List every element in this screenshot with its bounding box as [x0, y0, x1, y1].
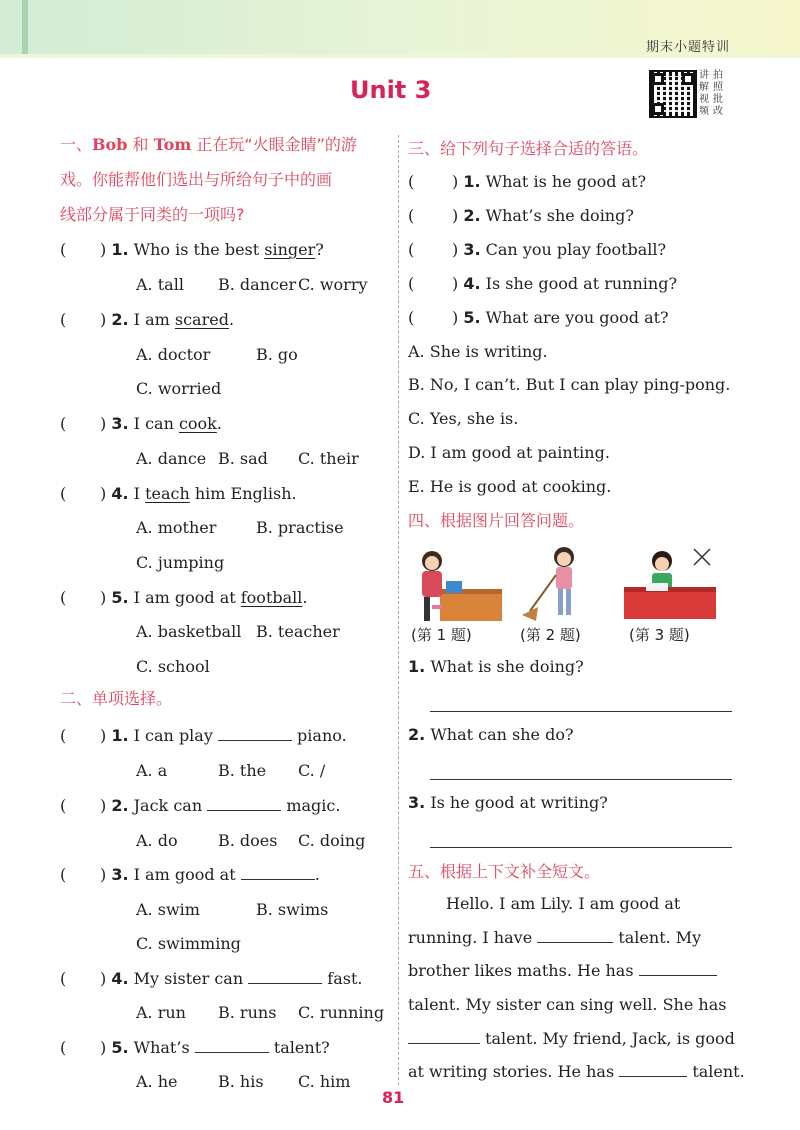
- section3-heading: 三、给下列句子选择合适的答语。: [408, 139, 649, 158]
- mc-question-1: ) 1. I can play piano.: [100, 726, 347, 745]
- option: A. run: [136, 1003, 186, 1022]
- answer-line[interactable]: [430, 847, 732, 848]
- option: A. basketball: [136, 622, 242, 641]
- option: B. sad: [218, 449, 268, 468]
- option: B. dancer: [218, 275, 297, 294]
- mc-question-2: ) 2. Jack can magic.: [100, 796, 341, 815]
- qr-char: 讲: [699, 70, 709, 81]
- question-4: ) 4. I teach him English.: [100, 484, 297, 503]
- option: A. dance: [136, 449, 207, 468]
- option: B. does: [218, 831, 278, 850]
- page-title: Unit 3: [350, 76, 432, 104]
- option: A. do: [136, 831, 178, 850]
- section1-heading-line2: 戏。你能帮他们选出与所给句子中的画: [60, 170, 333, 189]
- option: C. their: [298, 449, 359, 468]
- page-number: 81: [382, 1088, 405, 1107]
- answer-paren[interactable]: (: [60, 726, 67, 745]
- option: B. runs: [218, 1003, 277, 1022]
- fill-blank[interactable]: [207, 797, 281, 811]
- match-question-3: ) 3. Can you play football?: [452, 240, 667, 259]
- fill-blank[interactable]: [408, 1030, 480, 1044]
- option: B. swims: [256, 900, 329, 919]
- fill-blank[interactable]: [639, 962, 717, 976]
- option: B. the: [218, 761, 267, 780]
- girl-sweeping-picture: [520, 545, 590, 623]
- fill-blank[interactable]: [537, 929, 613, 943]
- option: C. him: [298, 1072, 351, 1091]
- option: C. worry: [298, 275, 368, 294]
- section2-heading: 二、单项选择。: [60, 689, 173, 708]
- qr-char: 改: [713, 106, 723, 117]
- question-1: ) 1. Who is the best singer?: [100, 240, 324, 259]
- section1-heading-line1: 一、Bob 和 Tom 正在玩“火眼金睛”的游: [60, 135, 357, 154]
- qr-code-icon[interactable]: [649, 70, 697, 118]
- answer-paren[interactable]: (: [408, 172, 415, 191]
- fill-blank[interactable]: [218, 727, 292, 741]
- option: B. his: [218, 1072, 264, 1091]
- answer-option: C. Yes, she is.: [408, 409, 519, 428]
- mc-question-3: ) 3. I am good at .: [100, 865, 320, 884]
- option: B. go: [256, 345, 298, 364]
- answer-line[interactable]: [430, 779, 732, 780]
- option: A. tall: [136, 275, 184, 294]
- answer-paren[interactable]: (: [60, 588, 67, 607]
- passage-line-3: brother likes maths. He has: [408, 961, 717, 981]
- answer-paren[interactable]: (: [60, 414, 67, 433]
- option: C. worried: [136, 379, 222, 398]
- qr-char: 视: [699, 94, 709, 105]
- girl-reading-picture: [410, 545, 502, 623]
- question-5: ) 5. I am good at football.: [100, 588, 308, 607]
- answer-paren[interactable]: (: [408, 308, 415, 327]
- section1-heading-line3: 线部分属于同类的一项吗?: [60, 205, 245, 224]
- qr-char: 照: [713, 82, 723, 93]
- option: C. /: [298, 761, 326, 780]
- option: A. swim: [136, 900, 200, 919]
- match-question-4: ) 4. Is she good at running?: [452, 274, 678, 293]
- answer-paren[interactable]: (: [60, 484, 67, 503]
- fill-blank[interactable]: [619, 1063, 687, 1077]
- section4-heading: 四、根据图片回答问题。: [408, 511, 585, 530]
- answer-option: E. He is good at cooking.: [408, 477, 612, 496]
- match-question-2: ) 2. What’s she doing?: [452, 206, 634, 225]
- answer-paren[interactable]: (: [60, 796, 67, 815]
- fill-blank[interactable]: [195, 1039, 269, 1053]
- answer-paren[interactable]: (: [60, 240, 67, 259]
- option: B. teacher: [256, 622, 340, 641]
- picture-question-1: 1. What is she doing?: [408, 657, 584, 676]
- option: C. jumping: [136, 553, 225, 572]
- answer-paren[interactable]: (: [60, 1038, 67, 1057]
- qr-char: 频: [699, 106, 709, 117]
- answer-option: D. I am good at painting.: [408, 443, 610, 462]
- picture-question-2: 2. What can she do?: [408, 725, 574, 744]
- passage-line-2: running. I have talent. My: [408, 928, 702, 947]
- answer-paren[interactable]: (: [408, 274, 415, 293]
- qr-char: 拍: [713, 70, 723, 81]
- option: A. a: [136, 761, 168, 780]
- picture-caption-3: (第 3 题): [629, 626, 690, 644]
- mc-question-4: ) 4. My sister can fast.: [100, 969, 363, 988]
- match-question-1: ) 1. What is he good at?: [452, 172, 647, 191]
- answer-option: A. She is writing.: [408, 342, 548, 361]
- passage-line-4: talent. My sister can sing well. She has: [408, 995, 727, 1014]
- option: C. doing: [298, 831, 366, 850]
- match-question-5: ) 5. What are you good at?: [452, 308, 669, 327]
- column-divider: [398, 135, 399, 1085]
- answer-paren[interactable]: (: [60, 865, 67, 884]
- boy-writing-picture: [622, 545, 718, 623]
- option: C. running: [298, 1003, 385, 1022]
- answer-option: B. No, I can’t. But I can play ping-pong.: [408, 375, 731, 394]
- option: C. school: [136, 657, 210, 676]
- answer-paren[interactable]: (: [408, 240, 415, 259]
- answer-paren[interactable]: (: [60, 310, 67, 329]
- picture-caption-1: (第 1 题): [411, 626, 472, 644]
- qr-char: 批: [713, 94, 723, 105]
- answer-line[interactable]: [430, 711, 732, 712]
- passage-line-1: Hello. I am Lily. I am good at: [446, 894, 681, 913]
- picture-question-3: 3. Is he good at writing?: [408, 793, 608, 812]
- header-label: 期末小题特训: [645, 40, 730, 55]
- qr-caption: [699, 70, 727, 118]
- fill-blank[interactable]: [241, 866, 315, 880]
- band-stripe: [22, 0, 28, 54]
- fill-blank[interactable]: [248, 970, 322, 984]
- option: A. doctor: [136, 345, 211, 364]
- answer-paren[interactable]: (: [60, 969, 67, 988]
- option: B. practise: [256, 518, 344, 537]
- passage-line-5: talent. My friend, Jack, is good: [408, 1029, 735, 1049]
- question-3: ) 3. I can cook.: [100, 414, 222, 433]
- option: C. swimming: [136, 934, 241, 953]
- section5-heading: 五、根据上下文补全短文。: [408, 862, 601, 881]
- picture-caption-2: (第 2 题): [520, 626, 581, 644]
- option: A. mother: [136, 518, 217, 537]
- answer-paren[interactable]: (: [408, 206, 415, 225]
- mc-question-5: ) 5. What’s talent?: [100, 1038, 330, 1057]
- option: A. he: [136, 1072, 178, 1091]
- passage-line-6: at writing stories. He has talent.: [408, 1062, 745, 1081]
- qr-char: 解: [699, 82, 709, 93]
- question-2: ) 2. I am scared.: [100, 310, 235, 329]
